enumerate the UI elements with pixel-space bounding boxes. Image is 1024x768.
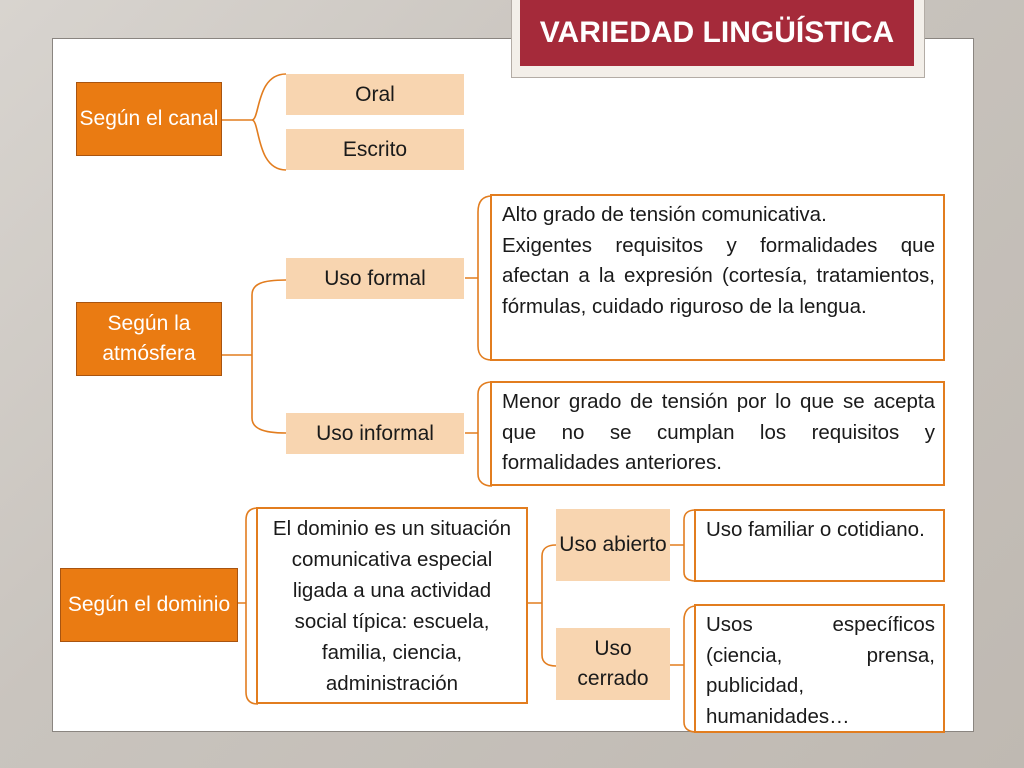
desc-cerrado (694, 604, 945, 733)
desc-informal-text: Menor grado de tensión por lo que se acepta que no se cumplan los requisitos y formalidades anteriores. (502, 390, 935, 474)
desc-cerrado-text: Usos específicos (ciencia, prensa, publicidad, humanidades… (706, 613, 935, 728)
option-oral: Oral (286, 74, 464, 115)
desc-formal-line2: Exigentes requisitos y formalidades que afectan a la expresión (cortesía, tratamientos, fórmulas, cuidado riguroso de la lengua. (502, 233, 935, 318)
desc-abierto (694, 509, 945, 582)
category-canal: Según el canal (76, 82, 222, 156)
desc-informal (490, 381, 945, 486)
desc-formal-line1: Alto grado de tensión comunicativa. (502, 203, 827, 226)
option-uso-informal: Uso informal (286, 413, 464, 454)
category-atmosfera: Según la atmósfera (76, 302, 222, 376)
option-escrito: Escrito (286, 129, 464, 170)
category-dominio: Según el dominio (60, 568, 238, 642)
dominio-definition: El dominio es un situación comunicativa especial ligada a una actividad social típica: escuela, familia, ciencia, administración (256, 507, 528, 704)
slide-title: VARIEDAD LINGÜÍSTICA (520, 0, 914, 66)
option-uso-formal: Uso formal (286, 258, 464, 299)
option-uso-abierto: Uso abierto (556, 509, 670, 581)
desc-formal (490, 194, 945, 361)
desc-abierto-text: Uso familiar o cotidiano. (706, 518, 925, 541)
option-uso-cerrado: Uso cerrado (556, 628, 670, 700)
